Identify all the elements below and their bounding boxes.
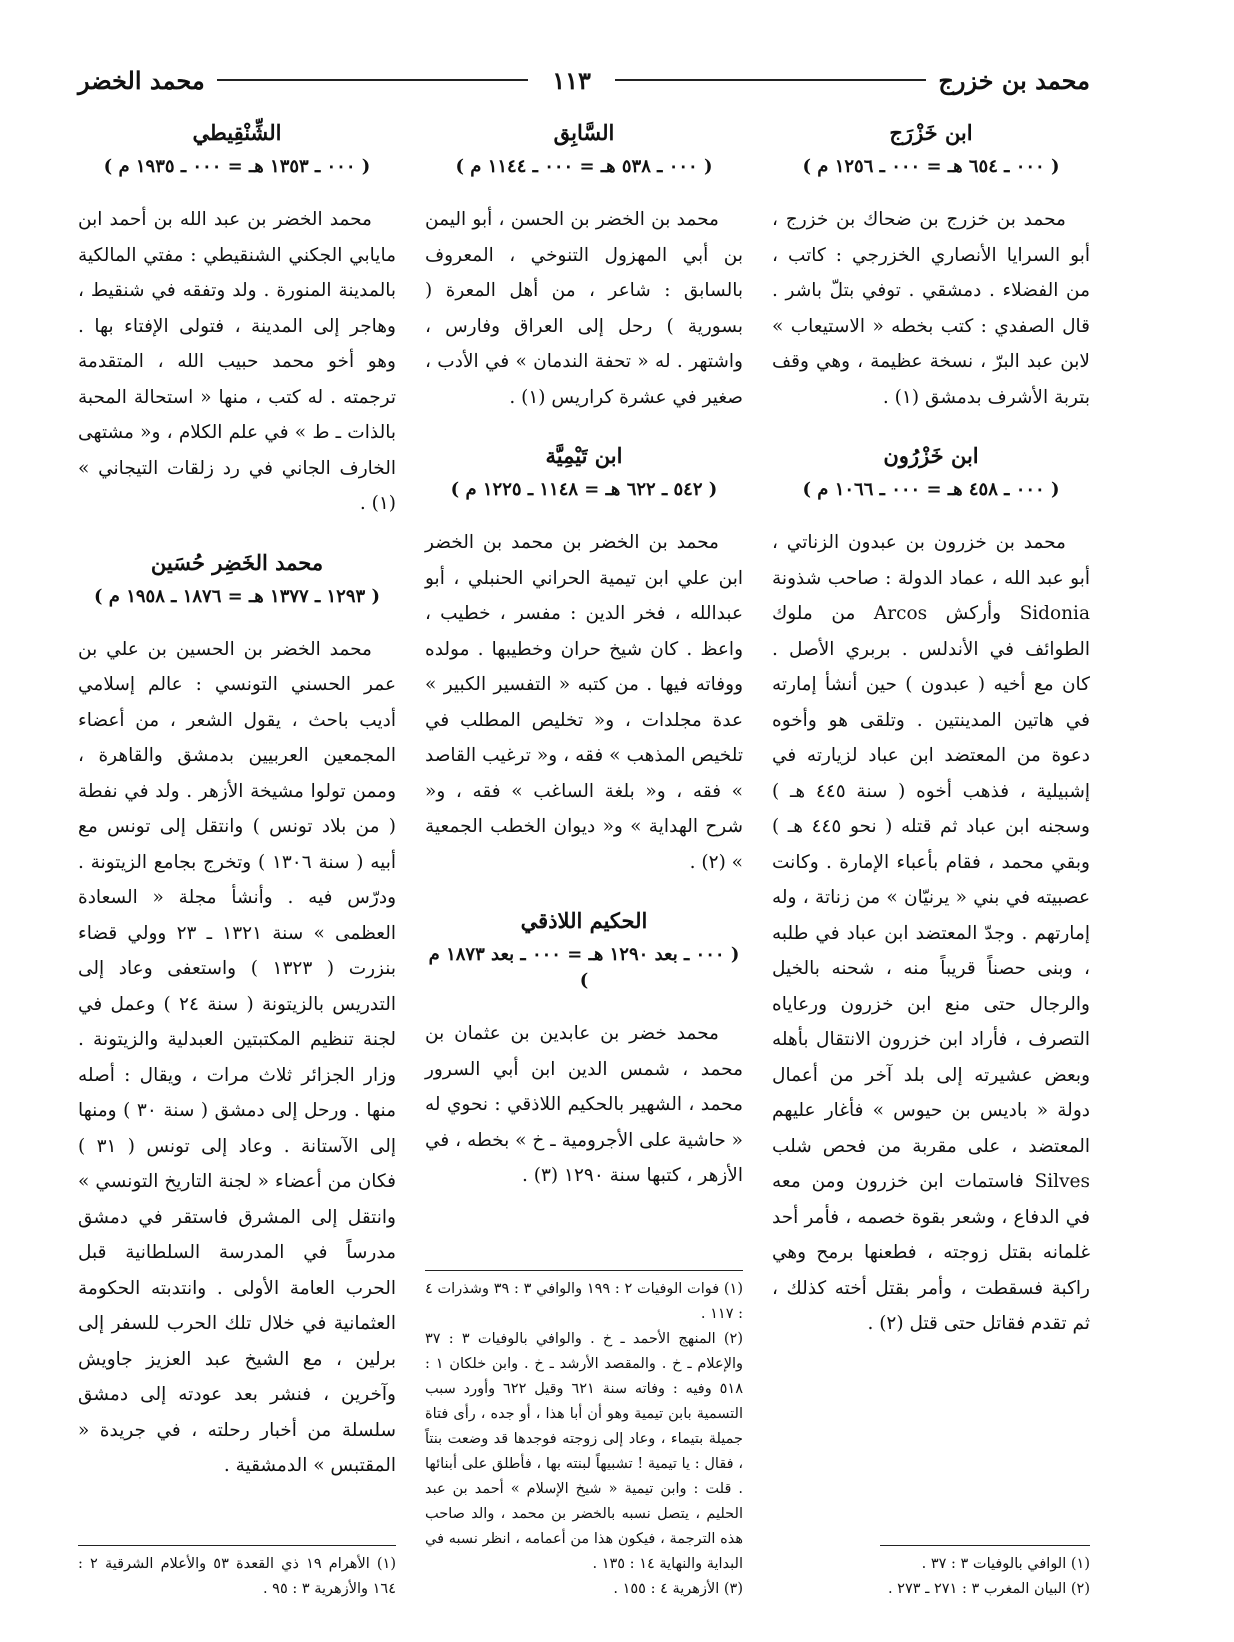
entry-dates: ( ١٢٩٣ ـ ١٣٧٧ هـ = ١٨٧٦ ـ ١٩٥٨ م )	[94, 585, 380, 607]
biography-entry	[78, 548, 396, 1484]
entry-body: محمد بن خزرج بن ضحاك بن خزرج ، أبو السرايا الأنصاري الخزرجي : كاتب ، من الفضلاء . دمشقي . توفي بتلّ باشر . قال الصفدي : كتب بخطه « الاستيعاب » لابن عبد البرّ ، نسخة عظيمة ، وهي وقف بتربة الأشرف بدمشق (١) .	[772, 209, 1090, 408]
biography-entry	[425, 118, 743, 415]
page-number: ١١٣	[552, 65, 591, 95]
footnote: (٣) الأزهرية ٤ : ١٥٥ .	[613, 1581, 743, 1597]
entry-dates: ( ٠٠٠ ـ ٦٥٤ هـ = ٠٠٠ ـ ١٢٥٦ م )	[802, 156, 1060, 177]
footnotes	[425, 1270, 743, 1602]
biography-entry	[772, 118, 1090, 415]
entry-dates: ( ٠٠٠ ـ ٥٣٨ هـ = ٠٠٠ ـ ١١٤٤ م )	[455, 156, 713, 177]
column-middle	[425, 118, 743, 1602]
header-left-title: محمد الخضر	[77, 65, 205, 95]
footnote: (١) الأهرام ١٩ ذي القعدة ٥٣ والأعلام الشرقية ٢ : ١٦٤ والأزهرية ٣ : ٩٥ .	[78, 1556, 397, 1597]
biography-entry	[772, 441, 1090, 1342]
entry-title: الشِّنْقِيطي	[192, 120, 282, 145]
column-left	[78, 118, 396, 1602]
biography-entry	[425, 906, 743, 1194]
entry-title: ابن خَزْرَج	[889, 120, 973, 145]
footnote: (١) الوافي بالوفيات ٣ : ٣٧ .	[921, 1556, 1090, 1572]
text-columns	[78, 118, 1090, 1602]
entry-body: محمد الخضر بن الحسين بن علي بن عمر الحسني التونسي : عالم إسلامي أديب باحث ، يقول الشعر ، من أعضاء المجمعين العربيين بدمشق والقاهرة ، وممن تولوا مشيخة الأزهر . ولد في نفطة ( من بلاد تونس ) وانتقل إلى تونس مع أبيه ( سنة ١٣٠٦ ) وتخرج بجامع الزيتونة . ودرّس فيه . وأنشأ مجلة « السعادة العظمى » سنة ١٣٢١ ـ ٢٣ وولي قضاء بنزرت ( ١٣٢٣ ) واستعفى وعاد إلى التدريس بالزيتونة ( سنة ٢٤ ) وعمل في لجنة تنظيم المكتبتين العبدلية والزيتونة . وزار الجزائر ثلاث مرات ، ويقال : أصله منها . ورحل إلى دمشق ( سنة ٣٠ ) ومنها إلى الآستانة . وعاد إلى تونس ( ٣١ ) فكان من أعضاء « لجنة التاريخ التونسي » وانتقل إلى المشرق فاستقر في دمشق مدرساً في المدرسة السلطانية قبل الحرب العامة الأولى . وانتدبته الحكومة العثمانية في خلال تلك الحرب للسفر إلى برلين ، مع الشيخ عبد العزيز جاويش وآخرين ، فنشر بعد عودته إلى دمشق سلسلة من أخبار رحلته ، في جريدة « المقتبس » الدمشقية .	[78, 638, 397, 1476]
footnote-rule	[425, 1270, 743, 1271]
header-rule-left	[217, 79, 529, 81]
entry-dates: ( ٠٠٠ ـ ٤٥٨ هـ = ٠٠٠ ـ ١٠٦٦ م )	[802, 479, 1060, 500]
entry-dates: ( ٠٠٠ ـ بعد ١٢٩٠ هـ = ٠٠٠ ـ بعد ١٨٧٣ م )	[428, 944, 740, 991]
footnotes	[78, 1545, 396, 1602]
entry-title: الحكيم اللاذقي	[520, 908, 648, 933]
footnote: (٢) المنهج الأحمد ـ خ . والوافي بالوفيات ٣ : ٣٧ والإعلام ـ خ . والمقصد الأرشد ـ خ . وابن خلكان ١ : ٥١٨ وفيه : وفاته سنة ٦٢١ وقيل ٦٢٢ وأورد سبب التسمية بابن تيمية وهو أن أبا هذا ، أو جده ، رأى فتاة جميلة بتيماء ، وعاد إلى زوجته فوجدها قد وضعت بنتاً ، فقال : يا تيمية ! تشبيهاً لبنته بها ، فأطلق على أبنائها . قلت : وابن تيمية « شيخ الإسلام » أحمد بن عبد الحليم ، يتصل نسبه بالخضر بن محمد ، والد صاحب هذه الترجمة ، فيكون هذا من أعمامه ، انظر نسبه في البداية والنهاية ١٤ : ١٣٥ .	[425, 1331, 743, 1572]
footnote-rule	[880, 1545, 1090, 1546]
entry-body: محمد الخضر بن عبد الله بن أحمد ابن مايابي الجكني الشنقيطي : مفتي المالكية بالمدينة المنورة . ولد وتفقه في شنقيط ، وهاجر إلى المدينة ، فتولى الإفتاء بها . وهو أخو محمد حبيب الله ، المتقدمة ترجمته . له كتب ، منها « استحالة المحبة بالذات ـ ط » في علم الكلام ، و« مشتهى الخارف الجاني في رد زلقات التيجاني » (١) .	[78, 209, 396, 514]
entry-title: ابن خَزْرُون	[883, 443, 979, 468]
entry-body: محمد بن الخضر بن محمد بن الخضر ابن علي ابن تيمية الحراني الحنبلي ، أبو عبدالله ، فخر الدين : مفسر ، خطيب ، واعظ . كان شيخ حران وخطيبها . مولده ووفاته فيها . من كتبه « التفسير الكبير » عدة مجلدات ، و« تخليص المطلب في تلخيص المذهب » فقه ، و« ترغيب القاصد » فقه ، و« بلغة الساغب » فقه ، و« شرح الهداية » و« ديوان الخطب الجمعية » (٢) .	[425, 532, 743, 873]
footnotes	[772, 1545, 1090, 1602]
entry-title: محمد الخَضِر حُسَين	[150, 549, 324, 575]
header-rule-right	[615, 79, 927, 81]
entry-body: محمد بن خزرون بن عبدون الزناتي ، أبو عبد الله ، عماد الدولة : صاحب شذونة Sidonia وأركش Arcos من ملوك الطوائف في الأندلس . بربري الأصل . كان مع أخيه ( عبدون ) حين أنشأ إمارته في هاتين المدينتين . وتلقى هو وأخوه دعوة من المعتضد ابن عباد لزيارته في إشبيلية ، فذهب أخوه ( سنة ٤٤٥ هـ ) وسجنه ابن عباد ثم قتله ( نحو ٤٤٥ هـ ) وبقي محمد ، فقام بأعباء الإمارة . وكانت عصبيته في بني « يرنيّان » من زناتة ، وله إمارتهم . وجدّ المعتضد ابن عباد في طلبه ، وبنى حصناً قريباً منه ، شحنه بالخيل والرجال حتى منع ابن خزرون ورعاياه التصرف ، فأراد ابن خزرون الانتقال بأهله وبعض عشيرته إلى بلد آخر من أعمال دولة « باديس بن حيوس » فأغار عليهم المعتضد ، على مقربة من فحص شلب Silves فاستمات ابن خزرون ومن معه في الدفاع ، وشعر بقوة خصمه ، فأمر أحد غلمانه بقتل زوجته ، فطعنها برمح وهي راكبة فسقطت ، وأمر بقتل أخته كذلك ، ثم تقدم فقاتل حتى قتل (٢) .	[772, 532, 1090, 1334]
header-right-title: محمد بن خزرج	[938, 65, 1090, 95]
entry-dates: ( ٥٤٢ ـ ٦٢٢ هـ = ١١٤٨ ـ ١٢٢٥ م )	[450, 479, 718, 500]
biography-entry	[425, 441, 743, 880]
biography-entry	[78, 118, 396, 522]
entry-dates: ( ٠٠٠ ـ ١٣٥٣ هـ = ٠٠٠ ـ ١٩٣٥ م )	[103, 156, 371, 177]
entry-body: محمد خضر بن عابدين بن عثمان بن محمد ، شمس الدين ابن أبي السرور محمد ، الشهير بالحكيم اللاذقي : نحوي له « حاشية على الأجرومية ـ خ » بخطه ، في الأزهر ، كتبها سنة ١٢٩٠ (٣) .	[425, 1023, 743, 1186]
entry-title: السَّابِق	[553, 120, 615, 145]
entry-title: ابن تَيْمِيَّة	[545, 443, 623, 468]
footnote: (٢) البيان المغرب ٣ : ٢٧١ ـ ٢٧٣ .	[887, 1581, 1090, 1597]
footnote-rule	[78, 1545, 396, 1546]
entry-body: محمد بن الخضر بن الحسن ، أبو اليمن بن أبي المهزول التنوخي ، المعروف بالسابق : شاعر ، من أهل المعرة ( بسورية ) رحل إلى العراق وفارس ، واشتهر . له « تحفة الندمان » في الأدب ، صغير في عشرة كراريس (١) .	[425, 209, 743, 408]
column-right	[772, 118, 1090, 1602]
running-header	[78, 62, 1090, 98]
footnote: (١) فوات الوفيات ٢ : ١٩٩ والوافي ٣ : ٣٩ وشذرات ٤ : ١١٧ .	[425, 1281, 743, 1322]
